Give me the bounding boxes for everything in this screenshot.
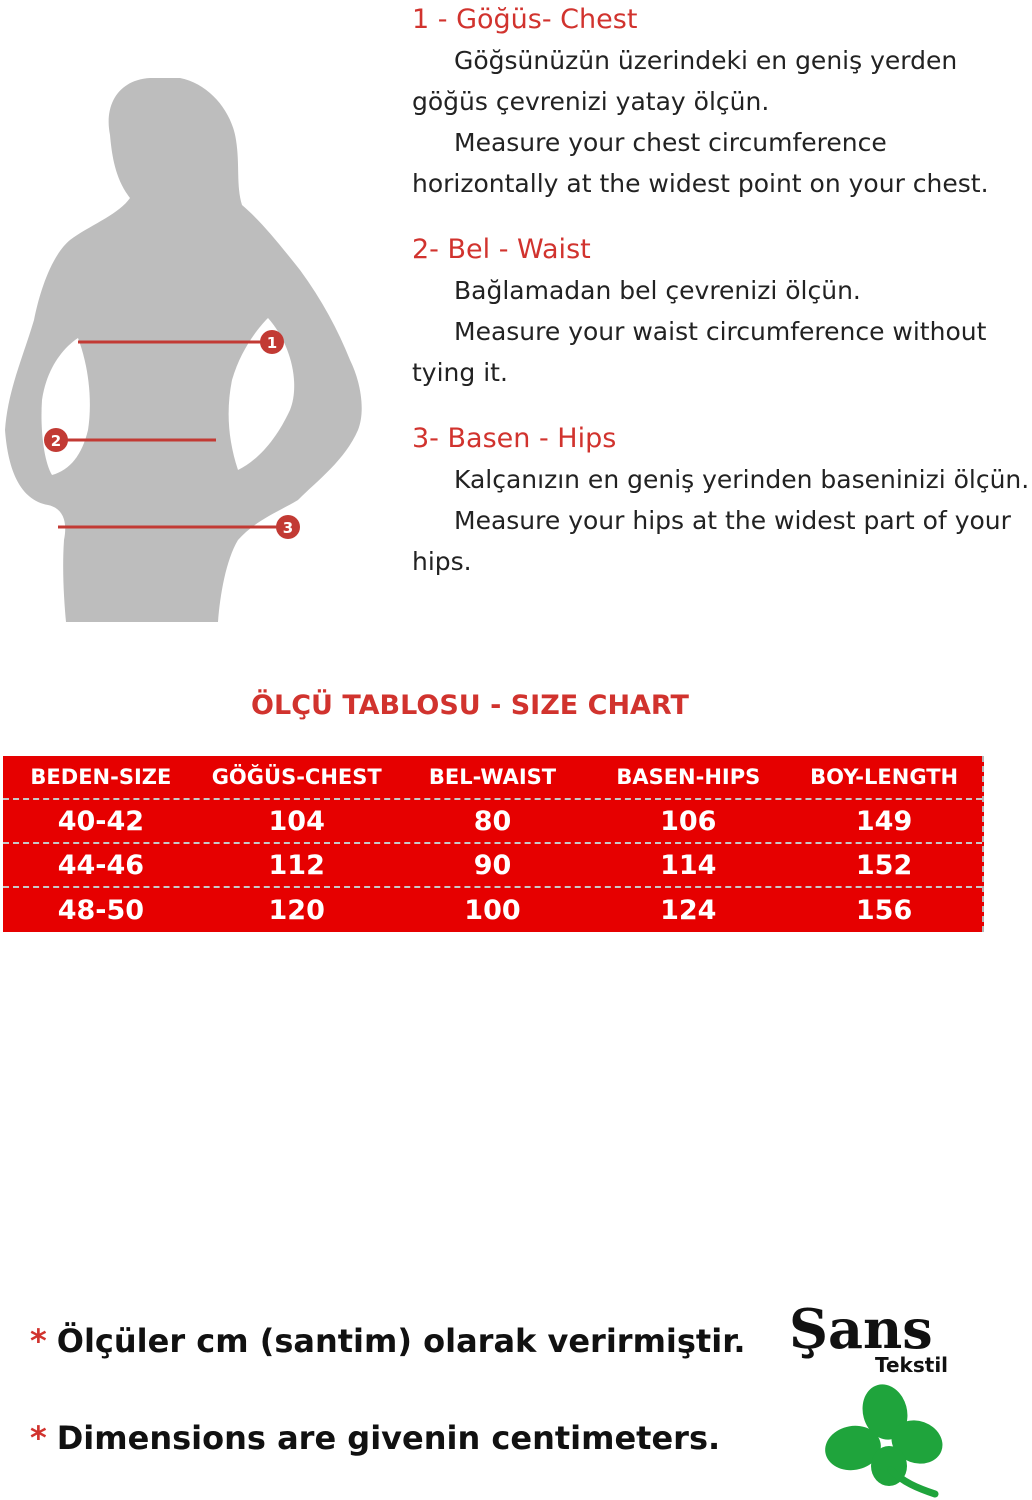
marker-2 (44, 428, 68, 452)
measurement-instructions (412, 0, 1032, 608)
cell-length: 156 (855, 894, 913, 926)
size-chart-table (3, 756, 984, 932)
hips-text-tr: Kalçanızın en geniş yerinden baseninizi ölçün. (454, 465, 1030, 494)
cell-length: 152 (855, 849, 913, 881)
cell-hips: 114 (660, 849, 717, 881)
header-chest: GÖĞÜS-CHEST (211, 765, 382, 789)
chest-title: 1 - Göğüs- Chest (412, 4, 638, 35)
header-hips: BASEN-HIPS (616, 765, 761, 789)
cell-chest: 104 (268, 805, 325, 837)
marker-1 (260, 330, 284, 354)
body-silhouette-figure (0, 70, 372, 630)
cell-waist: 90 (473, 849, 512, 881)
table-row (3, 888, 982, 932)
header-length: BOY-LENGTH (810, 765, 959, 789)
note-star: * (30, 1419, 47, 1457)
hips-title: 3- Basen - Hips (412, 423, 617, 454)
marker-3 (276, 515, 300, 539)
brand-name: Şans (789, 1297, 933, 1361)
cell-size: 40-42 (57, 805, 145, 837)
cell-length: 149 (855, 805, 913, 837)
table-header-row (3, 756, 982, 800)
waist-text-tr: Bağlamadan bel çevrenizi ölçün. (454, 276, 861, 305)
note-star: * (30, 1322, 47, 1360)
brand-logo (785, 1290, 985, 1500)
size-chart-title: ÖLÇÜ TABLOSU - SIZE CHART (251, 690, 689, 721)
waist-section (412, 230, 1032, 393)
marker-2-label: 2 (50, 432, 62, 450)
chest-section (412, 0, 1032, 204)
marker-3-label: 3 (282, 519, 294, 537)
cell-waist: 100 (464, 894, 521, 926)
brand-sub: Tekstil (875, 1353, 949, 1377)
silhouette-shape (5, 78, 362, 622)
table-row (3, 844, 982, 888)
chest-text-en: Measure your chest circumference horizontally at the widest point on your chest. (412, 128, 989, 198)
cell-hips: 106 (660, 805, 717, 837)
clover-icon (822, 1379, 949, 1494)
header-waist: BEL-WAIST (428, 765, 557, 789)
hips-section (412, 419, 1032, 582)
chest-text-tr: Göğsünüzün üzerindeki en geniş yerden göğüs çevrenizi yatay ölçün. (412, 46, 958, 116)
waist-title: 2- Bel - Waist (412, 234, 591, 265)
cell-chest: 112 (268, 849, 325, 881)
note-english (30, 1419, 720, 1457)
cell-hips: 124 (660, 894, 717, 926)
cell-size: 44-46 (57, 849, 145, 881)
table-row (3, 800, 982, 844)
note-turkish-text: Ölçüler cm (santim) olarak verirmiştir. (56, 1322, 746, 1360)
cell-size: 48-50 (57, 894, 145, 926)
waist-text-en: Measure your waist circumference without tying it. (412, 317, 987, 387)
note-english-text: Dimensions are givenin centimeters. (56, 1419, 721, 1457)
header-size: BEDEN-SIZE (30, 765, 172, 789)
cell-chest: 120 (268, 894, 325, 926)
marker-1-label: 1 (266, 334, 278, 352)
cell-waist: 80 (473, 805, 512, 837)
note-turkish (30, 1322, 746, 1360)
hips-text-en: Measure your hips at the widest part of your hips. (412, 506, 1011, 576)
